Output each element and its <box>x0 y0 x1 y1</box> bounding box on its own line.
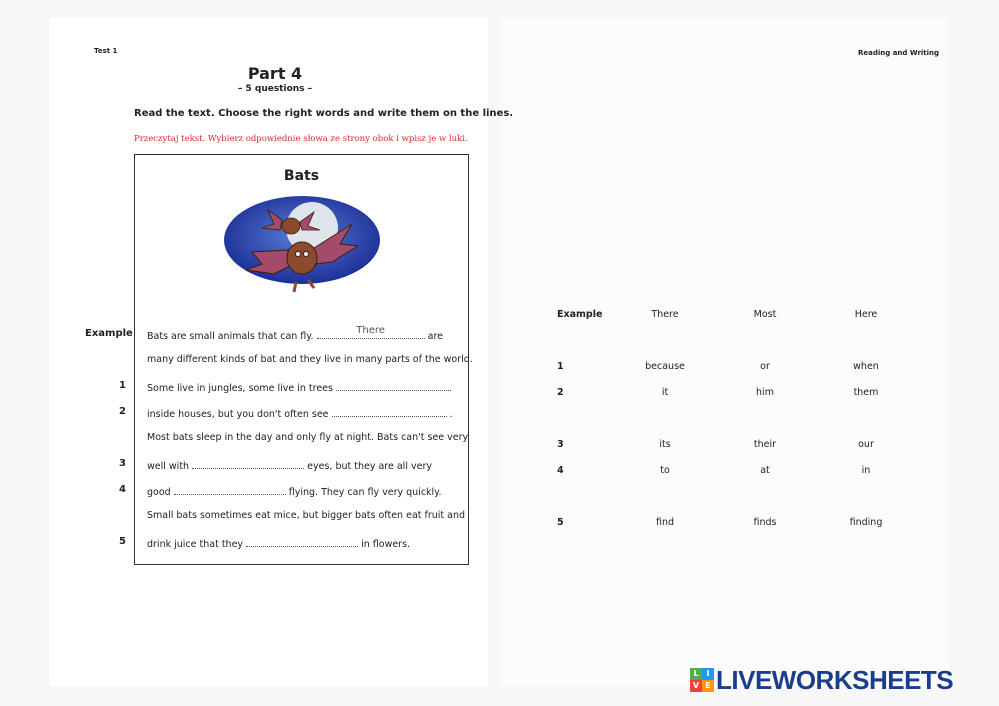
story-text: well with <box>147 461 190 472</box>
brand-text: LIVEWORKSHEETS <box>716 664 954 695</box>
question-number: 5 <box>119 536 126 547</box>
row-number: 5 <box>557 517 564 528</box>
bat-illustration <box>222 190 384 302</box>
brand-grid-icon <box>690 668 714 692</box>
story-text: Small bats sometimes eat mice, but bigger bats often eat fruit and <box>147 510 466 521</box>
story-title: Bats <box>283 168 320 184</box>
question-number: 1 <box>119 380 126 391</box>
right-page <box>500 18 948 686</box>
story-line <box>147 354 473 365</box>
word-option: finds <box>753 517 777 528</box>
story-text: are <box>427 331 444 342</box>
word-option: them <box>853 387 879 398</box>
row-number: 2 <box>557 387 564 398</box>
story-text: in flowers. <box>361 539 411 550</box>
test-label: Test 1 <box>94 47 118 55</box>
word-option: when <box>853 361 879 372</box>
reading-writing-header: Reading and Writing <box>858 49 940 57</box>
word-option: it <box>661 387 669 398</box>
question-number: 3 <box>119 458 126 469</box>
question-number: 2 <box>119 406 126 417</box>
word-option: Most <box>753 309 777 320</box>
story-line <box>147 484 441 498</box>
word-option: Here <box>854 309 878 320</box>
row-number: 1 <box>557 361 564 372</box>
story-text: eyes, but they are all very <box>307 461 432 472</box>
brand-grid-cell: L <box>690 668 702 680</box>
story-line <box>147 325 444 342</box>
word-option: in <box>861 465 871 476</box>
example-marker: Example <box>85 328 133 339</box>
brand-grid-cell: I <box>702 668 714 680</box>
story-text: Bats are small animals that can fly. <box>147 331 314 342</box>
story-text: Some live in jungles, some live in trees <box>147 383 333 394</box>
word-option: our <box>858 439 874 450</box>
word-option: its <box>659 439 671 450</box>
brand-grid-cell: V <box>690 680 702 692</box>
story-text: many different kinds of bat and they live in many parts of the world. <box>147 354 473 365</box>
word-option: because <box>645 361 685 372</box>
liveworksheets-logo <box>690 664 953 696</box>
answer-blank[interactable] <box>192 458 304 469</box>
answer-blank[interactable] <box>246 536 358 547</box>
row-number: 3 <box>557 439 564 450</box>
answer-blank[interactable] <box>332 406 447 417</box>
word-option: or <box>760 361 770 372</box>
story-line <box>147 536 410 550</box>
example-answer-blank <box>317 325 425 339</box>
word-option: find <box>655 517 675 528</box>
example-row-label: Example <box>557 309 603 320</box>
story-line <box>147 380 451 394</box>
answer-blank[interactable] <box>336 380 451 391</box>
word-option: There <box>651 309 679 320</box>
word-option: to <box>660 465 670 476</box>
story-line <box>147 458 432 472</box>
story-text: drink juice that they <box>147 539 244 550</box>
story-line <box>147 406 453 420</box>
row-number: 4 <box>557 465 564 476</box>
story-text: flying. They can fly very quickly. <box>288 487 442 498</box>
question-number: 4 <box>119 484 126 495</box>
story-text: Most bats sleep in the day and only fly at night. Bats can't see very <box>147 432 469 443</box>
story-line <box>147 432 468 443</box>
example-answer: There <box>356 325 385 336</box>
answer-blank[interactable] <box>174 484 286 495</box>
story-text: . <box>449 409 453 420</box>
word-option: him <box>756 387 774 398</box>
instruction-polish: Przeczytaj tekst. Wybierz odpowiednie słowa ze strony obok i wpisz je w luki. <box>134 134 468 144</box>
word-option: at <box>760 465 770 476</box>
brand-grid-cell: E <box>702 680 714 692</box>
story-text: inside houses, but you don't often see <box>147 409 329 420</box>
questions-count: – 5 questions – <box>237 84 313 94</box>
word-option: their <box>753 439 777 450</box>
instruction: Read the text. Choose the right words and write them on the lines. <box>134 108 514 119</box>
story-text: good <box>147 487 171 498</box>
part-title: Part 4 <box>247 64 303 83</box>
story-line <box>147 510 465 521</box>
word-option: finding <box>849 517 883 528</box>
